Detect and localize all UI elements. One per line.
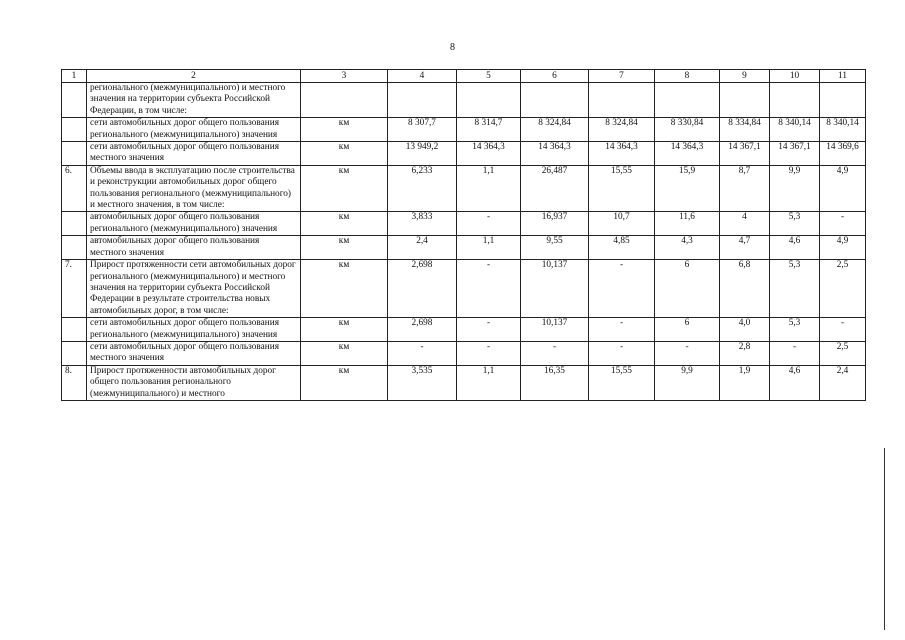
value-cell: 5,3	[770, 212, 820, 236]
value-cell: -	[820, 212, 866, 236]
column-header: 2	[87, 70, 301, 83]
row-unit	[301, 83, 388, 118]
row-number	[62, 142, 87, 166]
value-cell: 8 314,7	[457, 118, 521, 142]
row-unit: км	[301, 365, 388, 400]
value-cell: 2,5	[820, 341, 866, 365]
value-cell: 2,698	[388, 318, 457, 342]
value-cell: 5,3	[770, 260, 820, 318]
row-indicator-name: Прирост протяженности автомобильных дорог общего пользования регионального (межмуниципального) и местного	[87, 365, 301, 400]
column-header: 9	[720, 70, 770, 83]
value-cell	[388, 83, 457, 118]
row-unit: км	[301, 318, 388, 342]
value-cell: 10,137	[521, 260, 589, 318]
value-cell: -	[457, 260, 521, 318]
value-cell: 11,6	[655, 212, 720, 236]
value-cell: 2,4	[820, 365, 866, 400]
row-number	[62, 212, 87, 236]
row-indicator-name: Объемы ввода в эксплуатацию после строительства и реконструкции автомобильных дорог общего пользования регионального (межмуниципального) и местного значения, в том числе:	[87, 165, 301, 212]
row-unit: км	[301, 165, 388, 212]
value-cell: 14 367,1	[770, 142, 820, 166]
column-header: 7	[589, 70, 655, 83]
value-cell: 6,233	[388, 165, 457, 212]
value-cell: 9,9	[770, 165, 820, 212]
value-cell: 6	[655, 260, 720, 318]
row-number	[62, 318, 87, 342]
row-indicator-name: автомобильных дорог общего пользования местного значения	[87, 236, 301, 260]
value-cell: -	[457, 341, 521, 365]
value-cell: 15,55	[589, 365, 655, 400]
table-row	[62, 341, 866, 365]
value-cell: 1,1	[457, 365, 521, 400]
value-cell: 9,9	[655, 365, 720, 400]
value-cell: 4,7	[720, 236, 770, 260]
value-cell	[720, 83, 770, 118]
value-cell: 4,3	[655, 236, 720, 260]
data-table	[61, 69, 866, 401]
page-number: 8	[450, 42, 455, 53]
value-cell	[770, 83, 820, 118]
row-unit: км	[301, 341, 388, 365]
value-cell: 3,535	[388, 365, 457, 400]
value-cell: -	[457, 318, 521, 342]
row-unit: км	[301, 142, 388, 166]
value-cell: 5,3	[770, 318, 820, 342]
value-cell: 8 324,84	[521, 118, 589, 142]
row-number: 6.	[62, 165, 87, 212]
value-cell	[655, 83, 720, 118]
column-header: 1	[62, 70, 87, 83]
value-cell: 6,8	[720, 260, 770, 318]
value-cell: 3,833	[388, 212, 457, 236]
value-cell: 1,1	[457, 165, 521, 212]
value-cell: 2,4	[388, 236, 457, 260]
value-cell: 8 330,84	[655, 118, 720, 142]
value-cell: 8 334,84	[720, 118, 770, 142]
value-cell: 9,55	[521, 236, 589, 260]
row-indicator-name: Прирост протяженности сети автомобильных дорог регионального (межмуниципального) и местного значения на территории субъекта Российской Федерации в результате строительства новых автомобильных дорог, в том числе:	[87, 260, 301, 318]
value-cell: 8 340,14	[770, 118, 820, 142]
table-row	[62, 236, 866, 260]
value-cell: 8 340,14	[820, 118, 866, 142]
row-number	[62, 118, 87, 142]
value-cell: 8 307,7	[388, 118, 457, 142]
value-cell: -	[655, 341, 720, 365]
value-cell: 14 367,1	[720, 142, 770, 166]
table-row	[62, 165, 866, 212]
table-row	[62, 118, 866, 142]
row-number: 8.	[62, 365, 87, 400]
column-header: 6	[521, 70, 589, 83]
row-indicator-name: регионального (межмуниципального) и местного значения на территории субъекта Российской Федерации, в том числе:	[87, 83, 301, 118]
table-row	[62, 365, 866, 400]
value-cell: 10,137	[521, 318, 589, 342]
value-cell	[457, 83, 521, 118]
table-row	[62, 212, 866, 236]
value-cell: 8,7	[720, 165, 770, 212]
column-header: 4	[388, 70, 457, 83]
table-row	[62, 83, 866, 118]
value-cell: 4,6	[770, 236, 820, 260]
row-number	[62, 236, 87, 260]
value-cell: 1,9	[720, 365, 770, 400]
value-cell: 6	[655, 318, 720, 342]
value-cell	[589, 83, 655, 118]
value-cell: 26,487	[521, 165, 589, 212]
value-cell: -	[589, 318, 655, 342]
row-number	[62, 341, 87, 365]
table-row	[62, 260, 866, 318]
value-cell: 2,5	[820, 260, 866, 318]
row-unit: км	[301, 212, 388, 236]
row-unit: км	[301, 118, 388, 142]
column-header: 8	[655, 70, 720, 83]
row-indicator-name: сети автомобильных дорог общего пользования местного значения	[87, 142, 301, 166]
scan-edge-line	[884, 448, 885, 630]
row-indicator-name: сети автомобильных дорог общего пользования местного значения	[87, 341, 301, 365]
value-cell: 4	[720, 212, 770, 236]
value-cell: 16,937	[521, 212, 589, 236]
value-cell: -	[388, 341, 457, 365]
value-cell: -	[589, 260, 655, 318]
value-cell	[820, 83, 866, 118]
value-cell: -	[457, 212, 521, 236]
row-number: 7.	[62, 260, 87, 318]
row-indicator-name: сети автомобильных дорог общего пользования регионального (межмуниципального) значения	[87, 318, 301, 342]
row-number	[62, 83, 87, 118]
row-indicator-name: сети автомобильных дорог общего пользования регионального (межмуниципального) значения	[87, 118, 301, 142]
value-cell: 2,698	[388, 260, 457, 318]
row-indicator-name: автомобильных дорог общего пользования регионального (межмуниципального) значения	[87, 212, 301, 236]
value-cell: 14 369,6	[820, 142, 866, 166]
value-cell: 10,7	[589, 212, 655, 236]
value-cell: 4,0	[720, 318, 770, 342]
value-cell: -	[589, 341, 655, 365]
table-row	[62, 142, 866, 166]
value-cell: 8 324,84	[589, 118, 655, 142]
value-cell: 14 364,3	[521, 142, 589, 166]
value-cell	[521, 83, 589, 118]
value-cell: 15,55	[589, 165, 655, 212]
row-unit: км	[301, 236, 388, 260]
value-cell: 14 364,3	[589, 142, 655, 166]
value-cell: 16,35	[521, 365, 589, 400]
value-cell: 15,9	[655, 165, 720, 212]
column-header: 11	[820, 70, 866, 83]
row-unit: км	[301, 260, 388, 318]
value-cell: 4,9	[820, 236, 866, 260]
value-cell: 14 364,3	[655, 142, 720, 166]
header-row	[62, 70, 866, 83]
column-header: 10	[770, 70, 820, 83]
value-cell: 1,1	[457, 236, 521, 260]
value-cell: 14 364,3	[457, 142, 521, 166]
value-cell: -	[521, 341, 589, 365]
value-cell: 4,6	[770, 365, 820, 400]
value-cell: 4,9	[820, 165, 866, 212]
column-header: 3	[301, 70, 388, 83]
value-cell: 2,8	[720, 341, 770, 365]
table-row	[62, 318, 866, 342]
value-cell: 4,85	[589, 236, 655, 260]
value-cell: -	[820, 318, 866, 342]
value-cell: 13 949,2	[388, 142, 457, 166]
column-header: 5	[457, 70, 521, 83]
value-cell: -	[770, 341, 820, 365]
